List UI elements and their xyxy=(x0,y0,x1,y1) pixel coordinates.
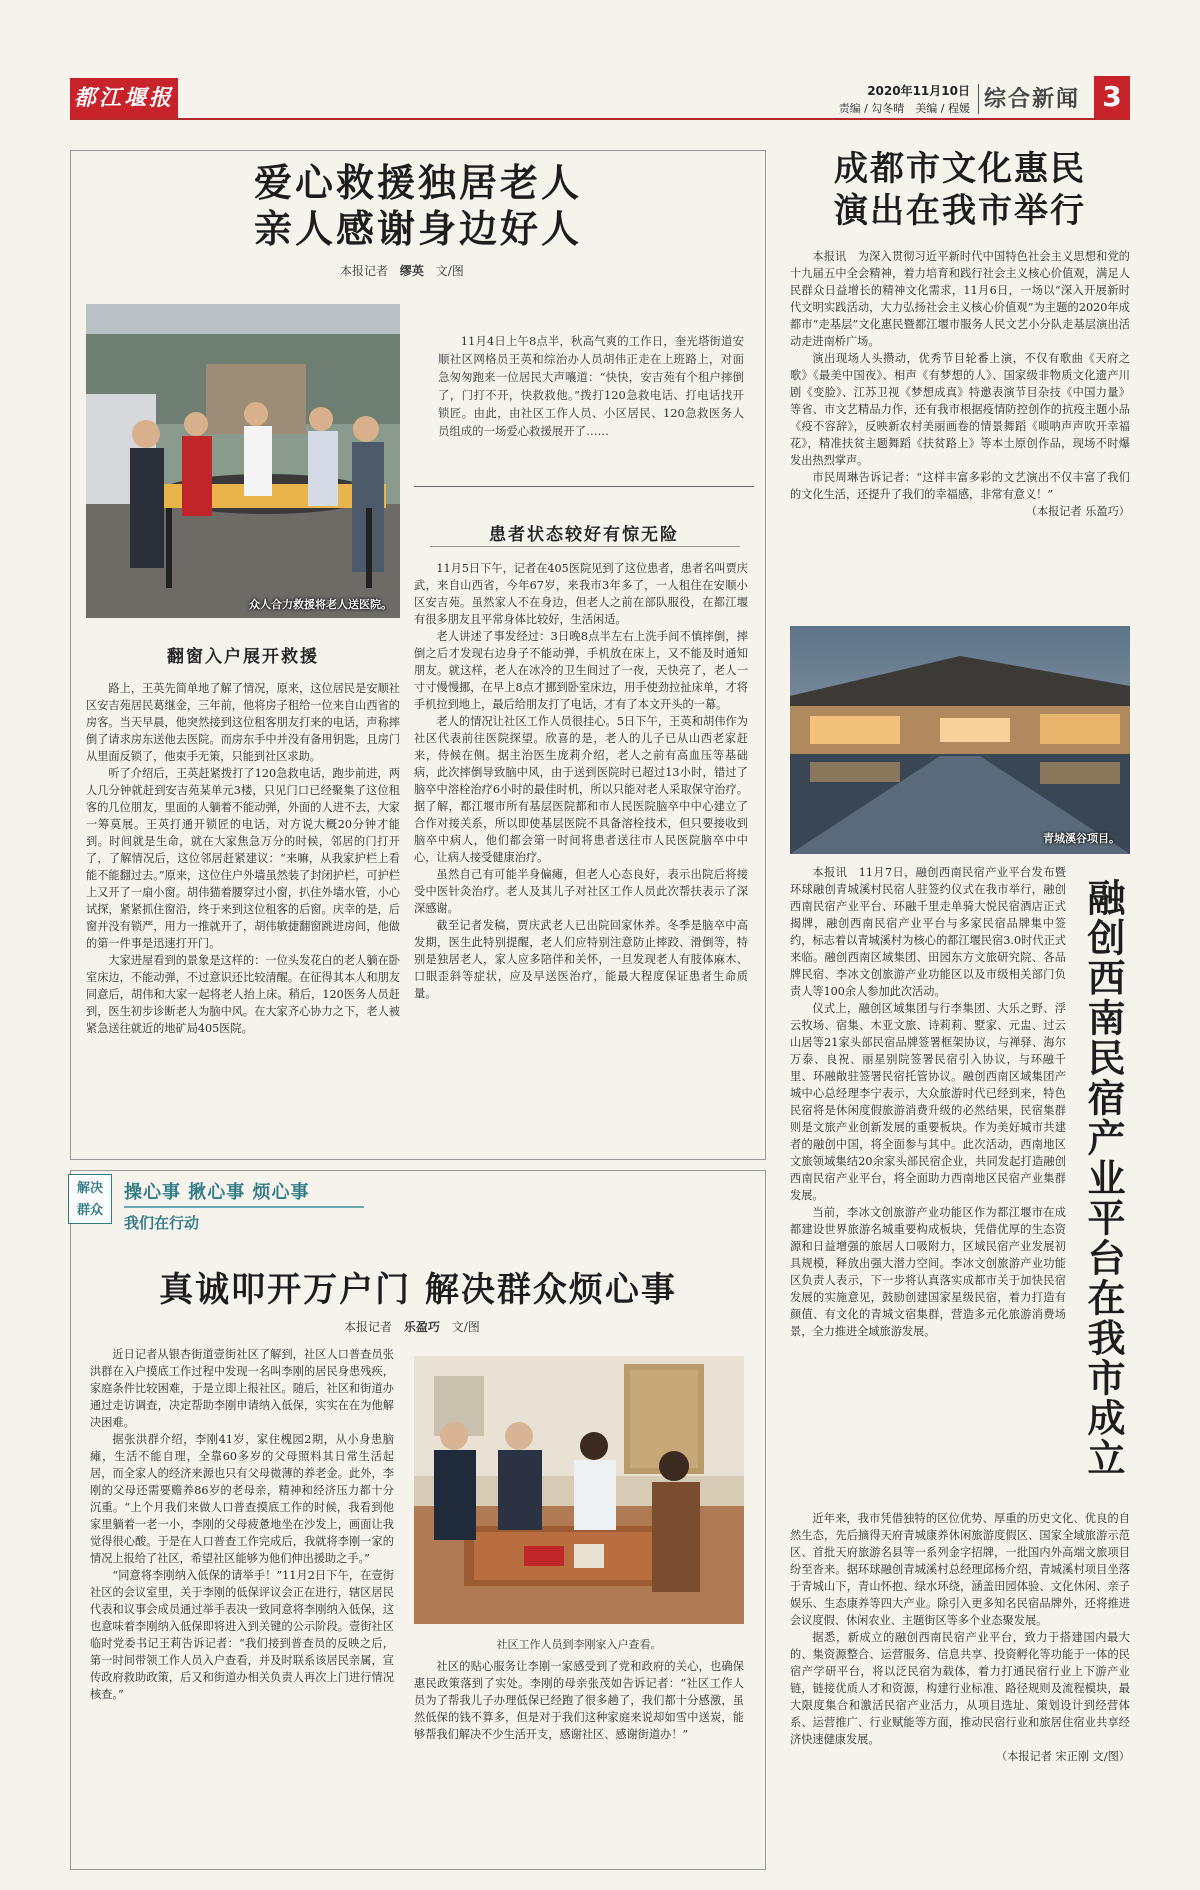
subhead2-rule xyxy=(430,546,740,547)
col2-paragraph-2: 老人讲述了事发经过：3日晚8点半左右上洗手间不慎摔倒，摔倒之后才发现右边身子不能动弹，手机放在床上，又不能及时通知朋友。就这样，老人在冰冷的卫生间过了一夜，天快亮了，老人一寸寸慢慢挪，在早上8点才挪到卧室床边，用手使劲拉扯床单，才将手机拉到地上，最后给朋友打了电话，才有了本文开头的一幕。 xyxy=(414,630,748,711)
article1-title xyxy=(110,160,726,252)
article3-body xyxy=(790,248,1130,520)
article3-paragraph-1: 本报讯 为深入贯彻习近平新时代中国特色社会主义思想和党的十九届五中全会精神，着力培育和践行社会主义核心价值观，满足人民群众日益增长的精神文化需求，11月6日，一场以“深入开展新时代文明实践活动，大力弘扬社会主义核心价值观”为主题的2020年成都市“走基层”文化惠民暨都江堰市服务人民文艺小分队走基层演出活动走进南桥广场。 xyxy=(790,250,1130,348)
resort-photo xyxy=(790,626,1130,854)
masthead-logo xyxy=(70,78,178,118)
resort-photo-caption: 青城溪谷项目。 xyxy=(1043,832,1120,845)
article4-body xyxy=(790,864,1066,1340)
badge-line2: 群众 xyxy=(76,1203,103,1218)
article4-paragraph-3: 当前，李冰文创旅游产业功能区作为都江堰市在成都建设世界旅游名城重要构成板块，凭借优厚的生态资源和日益增强的旅居人口吸附力，区域民宿产业发展初具规模，释放出强大潜力空间。李冰文创旅游产业功能区负责人表示，下一步将认真落实成都市关于加快民宿发展的实施意见，鼓励创建国家星级民宿，着力打造有颜值、有文化的青城文宿集群，营造多元化旅游消费场景，全力推进全域旅游发展。 xyxy=(790,1206,1066,1338)
badge-line1: 解决 xyxy=(76,1181,103,1196)
article2-slogan-rule xyxy=(124,1206,364,1208)
article3-title-line2: 演出在我市举行 xyxy=(834,191,1086,231)
article2-paragraph-3: “同意将李刚纳入低保的请举手！”11月2日下午，在壹街社区的会议室里，关于李刚的低保评议会正在进行，辖区居民代表和议事会成员通过举手表决一致同意将李刚纳入低保，这也意味着李刚纳入低保即将进入到关键的公示阶段。壹街社区临时党委书记王莉告诉记者：“我们接到普查员的反映之后，第一时间带领工作人员入户查看，并及时联系该居民亲属，宣传政府救助政策，后又和街道办相关负责人再次上门进行情况核查。” xyxy=(90,1569,394,1701)
article2-col1 xyxy=(90,1346,394,1703)
article2-badge xyxy=(68,1174,112,1224)
article3-paragraph-2: 演出现场人头攒动，优秀节目轮番上演，不仅有歌曲《天府之歌》《最美中国夜》、相声《有梦想的人》、国家级非物质文化遗产川剧《变脸》、江苏卫视《梦想成真》特邀表演节目杂技《中国力量》等省、市文艺精品力作，还有我市根据疫情防控创作的抗疫主题小品《疫不容辞》，反映新农村美丽画卷的情景舞蹈《唢呐声声吹开幸福花》，精准扶贫主题舞蹈《扶贫路上》等本土原创作品，现场不时爆发出热烈掌声。 xyxy=(790,352,1130,467)
masthead-divider xyxy=(978,84,979,114)
col1-paragraph-1: 路上，王英先简单地了解了情况，原来，这位居民是安顺社区安吉苑居民葛继金，三年前，他将房子租给一位来自山西省的房客。当天早晨，他突然接到这位租客朋友打来的电话，声称摔倒了请求房东送他去医院。而房东手中并没有备用钥匙，且房门从里面反锁了，他束手无策，只能到社区求助。 xyxy=(86,682,400,763)
article3-paragraph-3: 市民周琳告诉记者：“这样丰富多彩的文艺演出不仅丰富了我们的文化生活，还提升了我们的幸福感，非常有意义！” xyxy=(790,471,1130,501)
article4-credit: （本报记者 宋正刚 文/图） xyxy=(996,1750,1130,1763)
article4-paragraph-4: 近年来，我市凭借独特的区位优势、厚重的历史文化、优良的自然生态，先后摘得天府青城康养休闲旅游度假区、国家全域旅游示范区、首批天府旅游名县等一系列金字招牌，一批国内外高端文旅项目纷至沓来。据环球融创青城溪村总经理邱杨介绍，青城溪村项目坐落于青城山下，青山怀抱、绿水环绕，涵盖田园体验、文化休闲、亲子娱乐、生态康养等四大产业。除引入更多知名民宿品牌外，还将推进会议度假、休闲农业、主题街区等多个业态聚发展。 xyxy=(790,1512,1130,1627)
resort-photo-image xyxy=(790,626,1130,854)
masthead-editors: 责编 / 勾冬晴 美编 / 程媛 xyxy=(838,102,970,115)
page-number: 3 xyxy=(1094,76,1130,118)
col2-paragraph-4: 虽然自己有可能半身偏瘫，但老人心态良好，表示出院后将接受中医针灸治疗。老人及其儿子对社区工作人员此次帮扶表示了深深感谢。 xyxy=(414,868,748,915)
community-photo xyxy=(414,1356,744,1624)
col1-paragraph-3: 大家进屋看到的景象是这样的：一位头发花白的老人躺在卧室床边，不能动弹，不过意识还比较清醒。在征得其本人和朋友同意后，胡伟和大家一起将老人抬上床。稍后，120医务人员赶到，医生初步诊断老人为脑中风。在大家齐心协力之下，老人被紧急送往就近的地矿局405医院。 xyxy=(86,954,400,1035)
rescue-photo xyxy=(86,304,400,618)
masthead-rule xyxy=(70,118,1130,120)
article1-title-line1: 爱心救援独居老人 xyxy=(253,160,582,205)
community-photo-image xyxy=(414,1356,744,1624)
article2-paragraph-2: 据张洪群介绍，李刚41岁，家住槐园2期，从小身患脑瘫，生活不能自理，全靠60多岁的父母照料其日常生活起居，而全家人的经济来源也只有父母微薄的养老金。此外，李刚的父母还需要赡养86岁的老母亲，精神和经济压力都十分沉重。“上个月我们来做人口普查摸底工作的时候，我看到他家里躺着一老一小，李刚的父母疲惫地坐在沙发上，画面让我觉得很心酸。于是在人口普查工作完成后，我就将李刚一家的情况上报给了社区，希望社区能够为他们伸出援助之手。” xyxy=(90,1433,394,1565)
article1-col1 xyxy=(86,680,400,1037)
article1-lead: 11月4日上午8点半，秋高气爽的工作日，奎光塔街道安顺社区网格员王英和综治办人员胡伟正走在上班路上，对面急匆匆跑来一位居民大声嚷道：“快快，安吉苑有个租户摔倒了，门打不开，快救救他。”拨打120急救电话、打电话找开锁匠。由此，由社区工作人员、小区居民、120急救医务人员组成的一场爱心救援展开了…… xyxy=(438,334,744,438)
community-photo-caption: 社区工作人员到李刚家入户查看。 xyxy=(496,1638,662,1651)
masthead-date: 2020年11月10日 xyxy=(867,84,970,98)
rescue-photo-caption: 众人合力救援将老人送医院。 xyxy=(249,598,392,611)
lead-rule xyxy=(414,486,754,487)
section-name: 综合新闻 xyxy=(984,87,1081,112)
article2-paragraph-4: 社区的贴心服务让李刚一家感受到了党和政府的关心，也确保惠民政策落到了实处。李刚的母亲张茂如告诉记者：“社区工作人员为了帮我儿子办理低保已经跑了很多趟了，我们都十分感激，虽然低保的钱不算多，但是对于我们这种家庭来说却如雪中送炭，能够帮我们解决不少生活开支，感谢社区、感谢街道办！” xyxy=(414,1660,744,1741)
col2-paragraph-5: 截至记者发稿，贾庆武老人已出院回家休养。冬季是脑卒中高发期，医生此特别提醒，老人们应特别注意防止摔跤、滑倒等，特别是独居老人，家人应多陪伴和关怀，一旦发现老人有肢体麻木、口眼歪斜等症状，应及早送医治疗，能最大程度保证患者生命质量。 xyxy=(414,919,748,1000)
article3-title-line1: 成都市文化惠民 xyxy=(834,149,1086,189)
article2-title: 真诚叩开万户门 解决群众烦心事 xyxy=(159,1270,677,1310)
article2-byline-prefix: 本报记者 xyxy=(344,1320,393,1334)
logo-text: 都江堰报 xyxy=(73,85,174,111)
article3-credit: （本报记者 乐盈巧） xyxy=(1025,505,1130,518)
article4-paragraph-5: 据悉，新成立的融创西南民宿产业平台，致力于搭建国内最大的、集资源整合、运营服务、信息共享、投资孵化等功能于一体的民宿产学研平台，将以泛民宿为载体，着力打通民宿行业上下游产业链，链接优质人才和资源，构建行业标准、路径规则及流程模块，最大限度集合和激活民宿产业活力，从项目选址、策划设计到经营体系、运营推广、行业赋能等方面，推动民宿行业和旅居住宿业共享经济快速健康发展。 xyxy=(790,1631,1130,1746)
article1-title-line2: 亲人感谢身边好人 xyxy=(253,206,582,251)
article1-subhead2: 患者状态较好有惊无险 xyxy=(489,525,679,545)
article2-byline-name: 乐盈巧 xyxy=(403,1320,440,1334)
article1-col2 xyxy=(414,560,748,1002)
article2-subslogan: 我们在行动 xyxy=(124,1214,200,1232)
article2-slogan: 操心事 揪心事 烦心事 xyxy=(124,1182,310,1203)
article1-byline xyxy=(340,262,600,279)
article2-byline-suffix: 文/图 xyxy=(451,1320,480,1334)
rescue-photo-image xyxy=(86,304,400,618)
article3-title xyxy=(790,148,1130,232)
article1-byline-name: 缪英 xyxy=(399,264,424,278)
article4-body-cont xyxy=(790,1510,1130,1765)
article2-paragraph-1: 近日记者从银杏街道壹街社区了解到，社区人口普查员张洪群在入户摸底工作过程中发现一名叫李刚的居民身患残疾，家庭条件比较困难，于是立即上报社区。随后，社区和街道办通过走访调查，决定帮助李刚申请纳入低保，实实在在为他解决困难。 xyxy=(90,1348,394,1429)
col2-paragraph-1: 11月5日下午，记者在405医院见到了这位患者，患者名叫贾庆武，来自山西省，今年67岁，来我市3年多了，一人租住在安顺小区安吉苑。虽然家人不在身边，但老人之前在部队服役，在都江堰有很多朋友且平常身体比较好，生活闲适。 xyxy=(414,562,748,626)
article2-col2 xyxy=(414,1658,744,1743)
article1-subhead1: 翻窗入户展开救援 xyxy=(167,647,319,667)
col2-paragraph-3: 老人的情况让社区工作人员很挂心。5日下午，王英和胡伟作为社区代表前往医院探望。欣喜的是，老人的儿子已从山西老家赶来，侍候在侧。据主治医生庞莉介绍，老人之前有高血压等基础病，此次摔倒导致脑中风，由于送到医院时已超过13小时，错过了脑卒中溶栓治疗6小时的最佳时机，所以只能对老人采取保守治疗。据了解，都江堰市所有基层医院都和市人民医院脑卒中中心建立了合作对接关系，所以即使基层医院不具备溶栓技术，但只要接收到脑卒中病人，他们都会第一时间将患者送往市人民医院脑卒中中心，让病人接受健康治疗。 xyxy=(414,715,748,864)
article2-byline xyxy=(344,1318,604,1335)
article1-byline-suffix: 文/图 xyxy=(435,264,464,278)
article4-paragraph-1: 本报讯 11月7日，融创西南民宿产业平台发布暨环球融创青城溪村民宿人驻签约仪式在我市举行，融创西南民宿产业平台、环融千里走单骑大悦民宿酒店正式揭牌，融创西南民宿产业平台与多家民宿品牌集中签约，标志着以青城溪村为核心的都江堰民宿3.0时代正式来临。融创西南区域集团、田园东方文旅研究院、各品牌民宿、李冰文创旅游产业功能区以及市级相关部门负责人等100余人参加此次活动。 xyxy=(790,866,1066,998)
article4-title: 融创西南民宿产业平台在我市成立 xyxy=(1081,878,1126,1478)
col1-paragraph-2: 听了介绍后，王英赶紧拨打了120急救电话，跑步前进，两人几分钟就赶到安吉苑某单元3楼，只见门口已经聚集了这位租客的几位朋友，里面的人躺着不能动弹，外面的人进不去，大家一筹莫展。王英打通开锁匠的电话，对方说大概20分钟才能到。时间就是生命，就在大家焦急万分的时候，邻居的门打开了，了解情况后，这位邻居赶紧建议：“来嘛，从我家护栏上看能不能翻过去。”原来，这位住户外墙虽然装了封闭护栏，可护栏上又开了一扇小窗。胡伟猫着腰穿过小窗，扒住外墙水管，小心试探，紧紧抓住窗沿，终于来到这位租客的后窗。庆幸的是，后窗并没有锁严，用力一推就开了，胡伟敏捷翻窗跳进房间，他做的第一件事是迅速打开门。 xyxy=(86,767,400,950)
article4-paragraph-2: 仪式上，融创区域集团与行李集团、大乐之野、浮云牧场、宿集、木亚文旅、诗莉莉、墅家、元盅、过云山居等21家头部民宿品牌签署框架协议，与禅驿、海尔万泰、良祝、丽星别院签署民宿引入协议，与环融千里、环融敞驻签署民宿托管协议。融创西南区域集团产城中心总经理李宁表示，大众旅游时代已经到来，特色民宿将是休闲度假旅游消费升级的必然结果，民宿集群则是文旅产业创新发展的重要板块。作为美好城市共建者的融创中国，将全面参与其中。此次活动，西南地区文旅领域集结20余家头部民宿企业，共同发起打造融创西南民宿产业平台，将全面助力西南地区民宿产业集群发展。 xyxy=(790,1002,1066,1202)
article1-byline-prefix: 本报记者 xyxy=(340,264,389,278)
